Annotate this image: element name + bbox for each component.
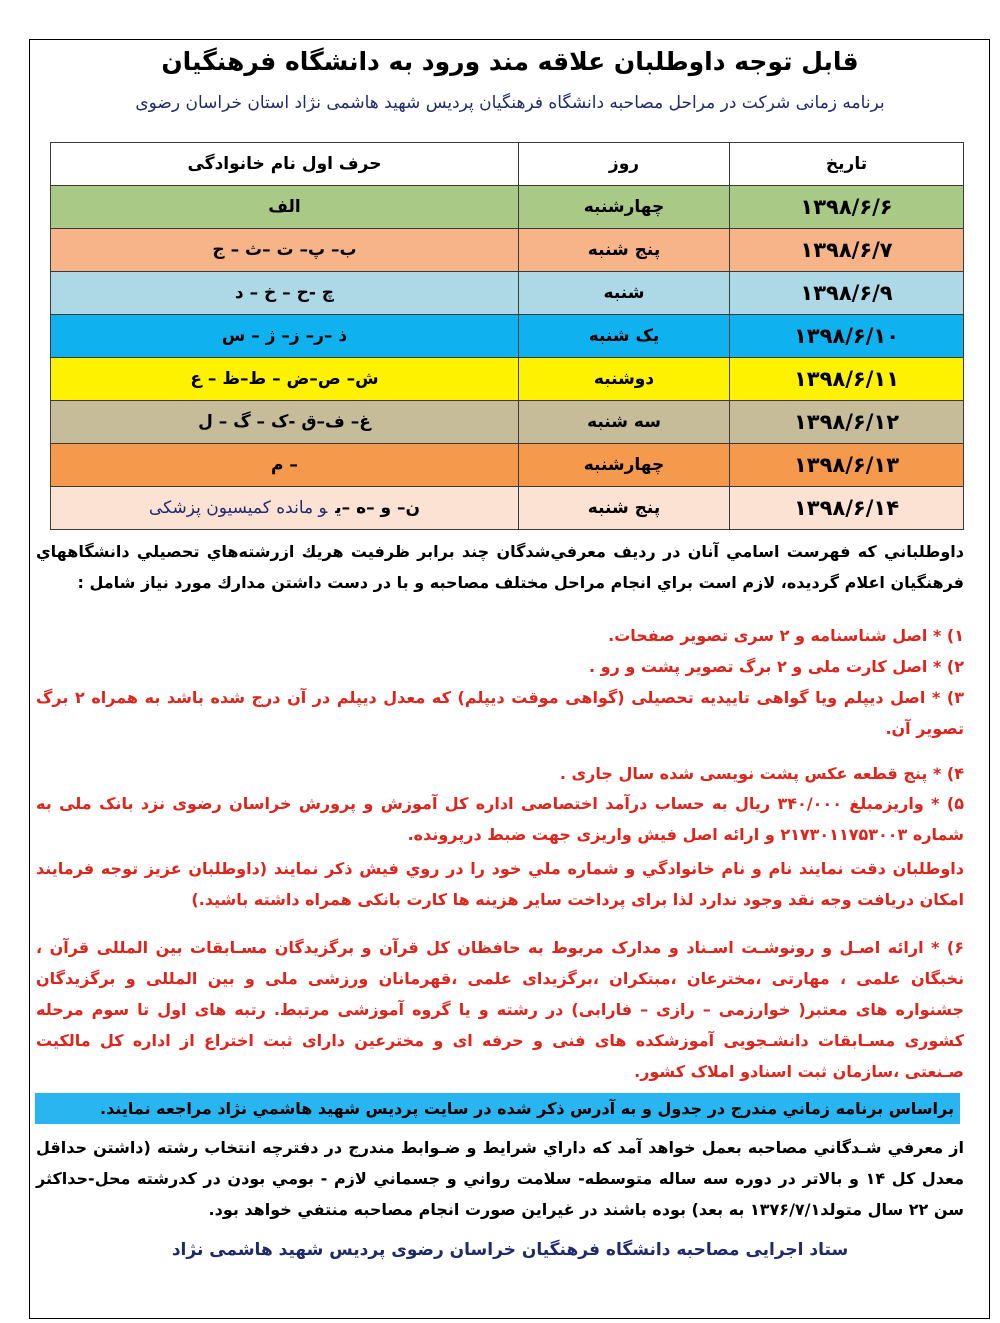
row-date: ۱۳۹۸/۶/۹	[730, 272, 964, 315]
row-letters	[51, 401, 519, 444]
row-day: دوشنبه	[519, 358, 730, 401]
table-header-row	[51, 143, 964, 186]
header-date: تاریخ	[730, 143, 964, 186]
row-letters-text: ب– پ– ت –ث – ج	[212, 240, 357, 260]
row-letters	[51, 487, 519, 530]
row-letters-text: – م	[271, 455, 298, 475]
row-date: ۱۳۹۸/۶/۶	[730, 186, 964, 229]
row-letters-text: ن– و –ه –ی	[335, 498, 421, 518]
intro-paragraph: داوطلباني كه فهرست اسامي آنان در رديف معرفي‌شدگان چند برابر ظرفيت هريك ازرشته‌هاي تحصيلي دانشگاههاي فرهنگيان اعلام گرديده، لازم است براي انجام مراحل مختلف مصاحبه و با در دست داشتن مدارك مورد نياز شامل :	[36, 542, 964, 592]
row-letters	[51, 186, 519, 229]
row-date: ۱۳۹۸/۶/۱۱	[730, 358, 964, 401]
schedule-table	[50, 142, 964, 530]
table-row	[51, 272, 964, 315]
row-date: ۱۳۹۸/۶/۱۰	[730, 315, 964, 358]
row-letters	[51, 315, 519, 358]
row-day: چهارشنبه	[519, 186, 730, 229]
item-5: ۵) * واریزمبلغ ۳۴۰/۰۰۰ ریال به حساب درآمد اختصاصی اداره کل آموزش و پرورش خراسان رضوی نزد بانک ملی به شماره ۲۱۷۳۰۱۱۷۵۳۰۰۳ و ارائه اصل فیش واریزی جهت ضبط درپرونده.	[36, 794, 964, 844]
table-row	[51, 186, 964, 229]
receipt-note: داوطلبان دقت نمایند نام و نام خانوادگي و شماره ملي خود را در روي فيش ذكر نمايند (داوطلبان عزیز توجه فرمایند امکان دریافت وجه نقد وجود ندارد لذا برای پرداخت سایر هزینه ها کارت بانکی همراه داشته باشید.)	[36, 859, 964, 909]
row-letters	[51, 229, 519, 272]
header-day: روز	[519, 143, 730, 186]
item-2: ۲) * اصل کارت ملی و ۲ برگ تصویر پشت و رو .	[589, 657, 964, 676]
row-day: پنج شنبه	[519, 229, 730, 272]
row-date: ۱۳۹۸/۶/۱۳	[730, 444, 964, 487]
header-letters: حرف اول نام خانوادگی	[51, 143, 519, 186]
highlight-text: براساس برنامه زماني مندرج در جدول و به آدرس ذكر شده در سايت پرديس شهيد هاشمي نژاد مراجعه نمايند.	[99, 1099, 954, 1118]
footer-signature: ستاد اجرایی مصاحبه دانشگاه فرهنگیان خراسان رضوی پردیس شهید هاشمی نژاد	[171, 1240, 849, 1260]
row-date: ۱۳۹۸/۶/۷	[730, 229, 964, 272]
table-row	[51, 315, 964, 358]
table-row	[51, 358, 964, 401]
item-3: ۳) * اصل دیپلم ویا گواهی تاییدیه تحصیلی (گواهی موقت دیپلم) که معدل دیپلم در آن درج شده باشد به همراه ۲ برگ تصویر آن.	[36, 688, 965, 738]
row-letters	[51, 358, 519, 401]
closing-paragraph: از معرفي شـدگاني مصاحبه بعمل خواهد آمد كه داراي شرايط و ضـوابط مندرج در دفترچه انتخاب رشته (داشتن حداقل معدل كل ۱۴ و بالاتر در دوره سه ساله متوسطه- سلامت رواني و جسماني لازم - بومي بودن در كدرشته محل-حداكثر سن ۲۲ سال متولد۱۳۷۶/۷/۱ به بعد) بوده باشند در غيراين صورت انجام مصاحبه منتفي خواهد بود.	[36, 1138, 964, 1219]
table-row	[51, 401, 964, 444]
row-day: سه شنبه	[519, 401, 730, 444]
highlight-bar	[35, 1093, 960, 1124]
row-letters	[51, 272, 519, 315]
table-row	[51, 444, 964, 487]
table-row	[51, 229, 964, 272]
row-day: یک شنبه	[519, 315, 730, 358]
row-day: پنج شنبه	[519, 487, 730, 530]
row-letters	[51, 444, 519, 487]
item-4: ۴) * پنج قطعه عکس پشت نویسی شده سال جاری .	[559, 764, 964, 783]
item-6: ۶) * ارائه اصـل و رونوشـت اسـناد و مدارک مربوط به حافظان کل قرآن و برگزیدگان مسـابقات بین المللی قرآن ، نخبگان علمی ، مهارتی ،مخترعان ،مبتکران ،برگزیدای علمی ،قهرمانان ورزشی ملی و بین المللی و برگزیدگان جشنواره های معتبر( خوارزمی – رازی – فارابی) در رشته و یا گروه آموزشی مرتبط. رتبه های اول تا سوم مرحله کشوری مسـابقات دانشـجویی آموزشکده های فنی و حرفه ای و مخترعین دارای ثبت اختراع از اداره کل مالکیت صـنعتی ،سازمان ثبت اسنادو املاک کشور.	[36, 938, 964, 1081]
row-date: ۱۳۹۸/۶/۱۲	[730, 401, 964, 444]
row-letters-text: ذ –ر– ز– ژ – س	[221, 326, 348, 346]
table-row	[51, 487, 964, 530]
row-day: شنبه	[519, 272, 730, 315]
row-date: ۱۳۹۸/۶/۱۴	[730, 487, 964, 530]
page-title: قابل توجه داوطلبان علاقه مند ورود به دانشگاه فرهنگیان	[161, 47, 859, 76]
row-letters-extra: و مانده کمیسیون پزشکی	[148, 498, 328, 518]
row-day: چهارشنبه	[519, 444, 730, 487]
page-subtitle: برنامه زمانی شرکت در مراحل مصاحبه دانشگاه فرهنگیان پردیس شهید هاشمی نژاد استان خراسان رضوی	[135, 93, 885, 113]
row-letters-text: الف	[268, 197, 301, 217]
row-letters-text: چ -ح – خ – د	[234, 283, 335, 303]
row-letters-text: غ– ف–ق -ک – گ – ل	[198, 412, 371, 432]
row-letters-text: ش– ص–ض – ط–ظ – ع	[190, 369, 379, 389]
item-1: ۱) * اصل شناسنامه و ۲ سری تصویر صفحات.	[608, 626, 964, 645]
